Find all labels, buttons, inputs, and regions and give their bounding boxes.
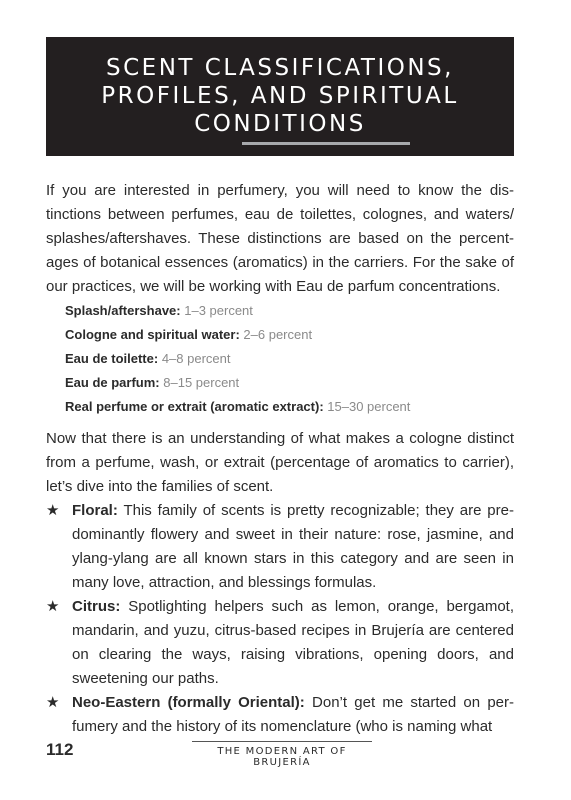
- scent-family-list: [46, 499, 514, 739]
- star-icon: ★: [46, 694, 60, 711]
- chapter-title-line-2: PROFILES, AND SPIRITUAL: [101, 83, 459, 109]
- scent-family-description: Don’t get me started on perfumery and the history of its nomenclature (who is naming what: [72, 694, 515, 735]
- scent-family-label: Citrus:: [72, 598, 121, 615]
- concentration-value: 4–8 percent: [161, 351, 231, 366]
- concentration-value: 2–6 percent: [243, 327, 313, 342]
- concentration-item: [65, 347, 505, 371]
- scent-family-description: Spotlighting helpers such as lemon, orange, bergamot, mandarin, and yuzu, citrus-based recipes in Brujería are centered on clearing the ways, raising vibrations, opening doors, and sweetening our paths.: [72, 598, 514, 687]
- concentration-item: [65, 299, 505, 323]
- concentration-item: [65, 395, 505, 419]
- scent-family-item: [46, 499, 514, 595]
- concentration-value: 8–15 percent: [163, 375, 240, 390]
- running-head-divider: [192, 741, 372, 742]
- scent-family-item: [46, 691, 514, 739]
- concentration-value: 15–30 percent: [327, 399, 411, 414]
- scent-family-text: [72, 691, 514, 739]
- running-head: THE MODERN ART OF BRUJERÍA: [217, 746, 347, 768]
- star-icon: ★: [46, 598, 60, 615]
- concentration-value: 1–3 percent: [184, 303, 253, 318]
- scent-family-text: [72, 499, 514, 595]
- chapter-title-line-1: SCENT CLASSIFICATIONS,: [106, 55, 454, 81]
- concentration-list: [65, 299, 505, 419]
- scent-family-text: [72, 595, 514, 691]
- concentration-item: [65, 323, 505, 347]
- scent-family-label: Floral:: [72, 502, 118, 519]
- concentration-label: Real perfume or extrait (aromatic extract):: [65, 399, 324, 414]
- title-underline-divider: [242, 142, 410, 145]
- scent-family-item: [46, 595, 514, 691]
- concentration-label: Splash/aftershave:: [65, 303, 181, 318]
- bridge-paragraph: Now that there is an understanding of what makes a cologne distinct from a perfume, wash, or extrait (percentage of aromatics to carrier), let’s dive into the families of scent.: [46, 430, 514, 495]
- chapter-title-line-3: CONDITIONS: [194, 111, 366, 137]
- chapter-title-banner: [46, 37, 514, 156]
- page-number: 112: [46, 740, 74, 759]
- scent-family-description: This family of scents is pretty recognizable; they are predominantly flowery and sweet in their nature: rose, jasmine, and ylang-ylang are all known stars in this category and are seen in many love, attraction, and blessings formulas.: [72, 502, 514, 591]
- chapter-title: [46, 37, 514, 138]
- concentration-label: Cologne and spiritual water:: [65, 327, 240, 342]
- star-icon: ★: [46, 502, 60, 519]
- intro-paragraph: If you are interested in perfumery, you will need to know the distinctions between perfumes, eau de toilettes, colognes, and waters/ splashes/aftershaves. These distinctions are based on the percentages of botanical essences (aromatics) in the carriers. For the sake of our practices, we will be working with Eau de parfum concentrations.: [46, 182, 514, 295]
- concentration-label: Eau de toilette:: [65, 351, 159, 366]
- concentration-item: [65, 371, 505, 395]
- scent-family-label: Neo-Eastern (formally Oriental):: [72, 694, 305, 711]
- concentration-label: Eau de parfum:: [65, 375, 160, 390]
